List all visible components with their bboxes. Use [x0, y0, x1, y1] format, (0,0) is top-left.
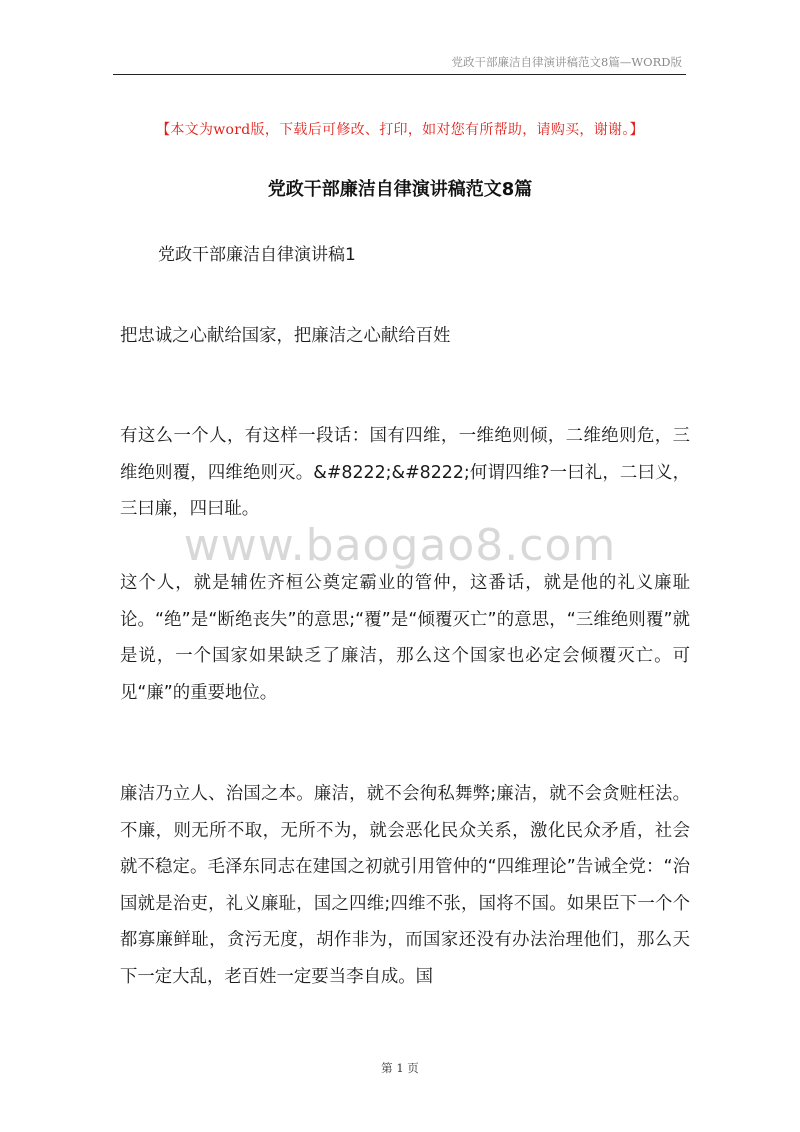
header-running-title: 党政干部廉洁自律演讲稿范文8篇—WORD版 — [451, 55, 682, 69]
page-number: 第 1 页 — [381, 1061, 419, 1075]
document-title: 党政干部廉洁自律演讲稿范文8篇 — [267, 179, 533, 200]
header-rule — [113, 74, 686, 75]
paragraph-2: 有这么一个人，有这样一段话：国有四维，一维绝则倾，二维绝则危，三维绝则覆，四维绝则灭。&#8222;&#8222;何谓四维?一曰礼，二曰义，三曰廉，四曰耻。 — [120, 426, 690, 519]
paragraph-1: 把忠诚之心献给国家，把廉洁之心献给百姓 — [120, 326, 451, 346]
paragraph-3: 这个人，就是辅佐齐桓公奠定霸业的管仲，这番话，就是他的礼义廉耻论。“绝”是“断绝丧失”的意思;“覆”是“倾覆灭亡”的意思，“三维绝则覆”就是说，一个国家如果缺乏了廉洁，那么这个国家也必定会倾覆灭亡。可见“廉”的重要地位。 — [120, 573, 690, 703]
paragraph-4: 廉洁乃立人、治国之本。廉洁，就不会徇私舞弊;廉洁，就不会贪赃枉法。不廉，则无所不取，无所不为，就会恶化民众关系，激化民众矛盾，社会就不稳定。毛泽东同志在建国之初就引用管仲的“四维理论”告诫全党：“治国就是治吏，礼义廉耻，国之四维;四维不张，国将不国。如果臣下一个个都寡廉鲜耻，贪污无度，胡作非为，而国家还没有办法治理他们，那么天下一定大乱，老百姓一定要当李自成。国 — [120, 784, 690, 987]
watermark: www.baogao8.com — [183, 520, 617, 571]
section-title: 党政干部廉洁自律演讲稿1 — [158, 245, 356, 265]
download-notice: 【本文为word版，下载后可修改、打印，如对您有所帮助，请购买，谢谢。】 — [156, 122, 644, 138]
